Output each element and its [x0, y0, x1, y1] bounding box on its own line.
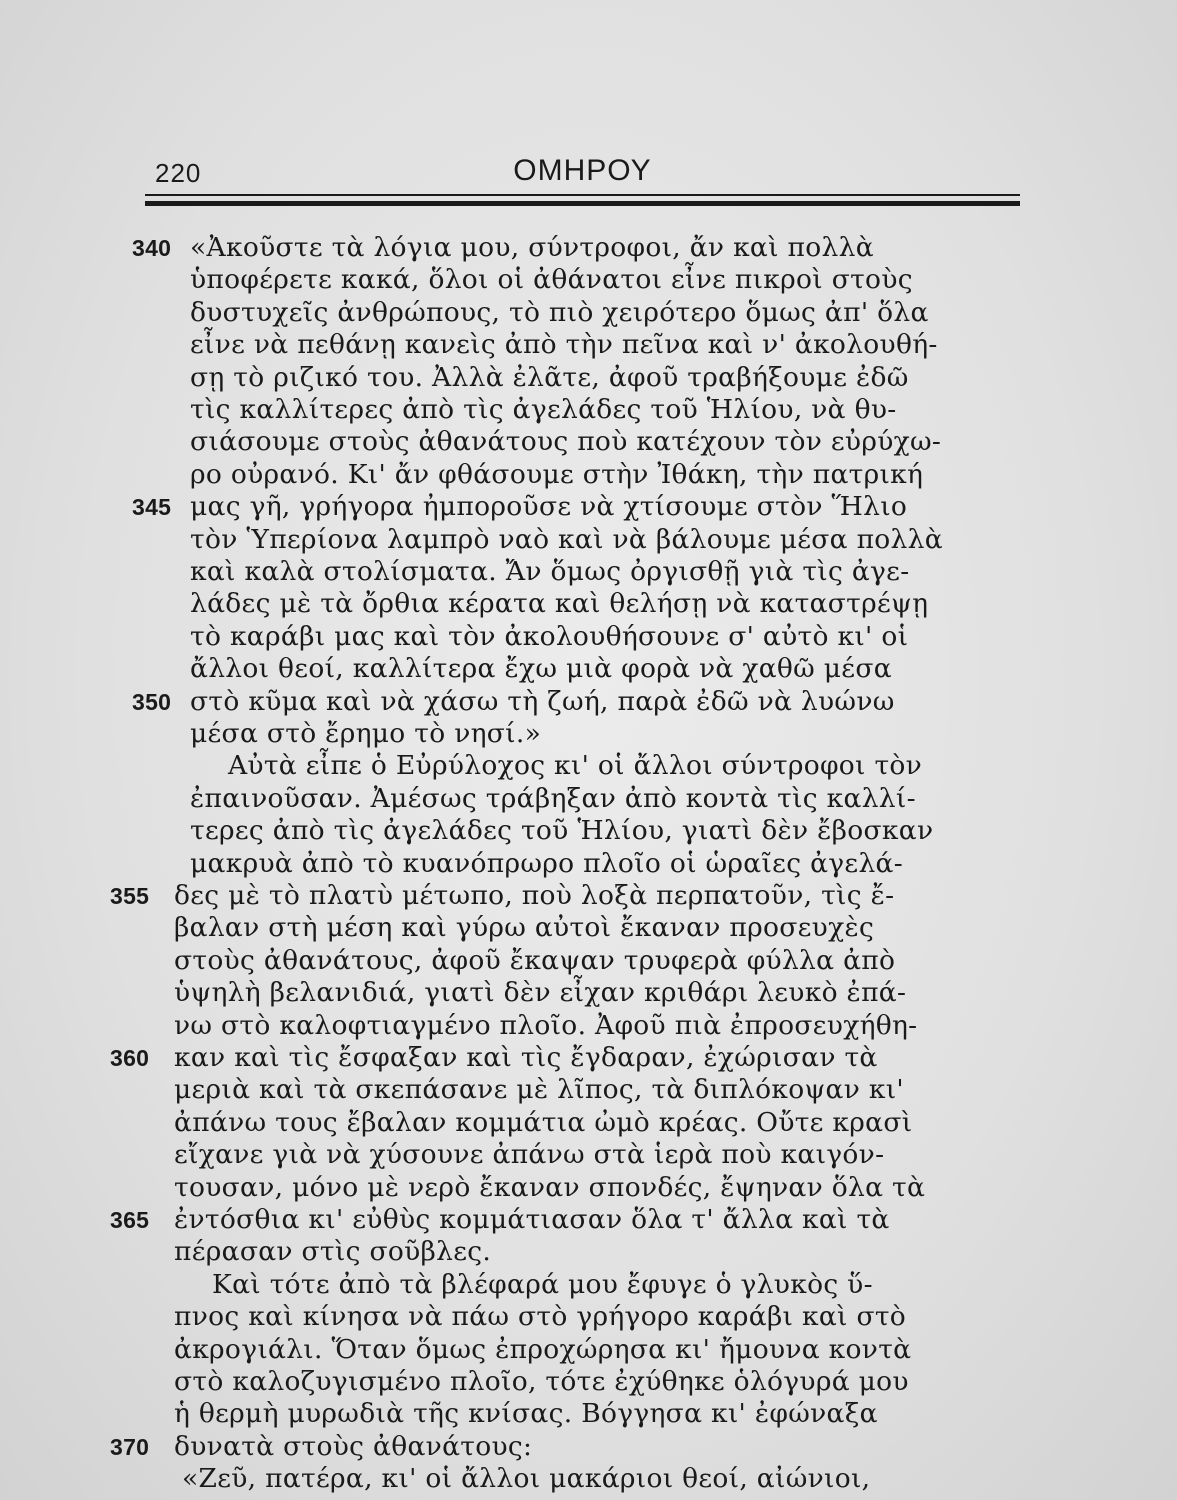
line-text: ὑψηλὴ βελανιδιά, γιατὶ δὲν εἶχαν κριθάρι λευκὸ ἐπά- [174, 977, 907, 1009]
line-text: μεριὰ καὶ τὰ σκεπάσανε μὲ λῖπος, τὰ διπλόκοψαν κι' [174, 1074, 904, 1106]
line-text: ἐντόσθια κι' εὐθὺς κομμάτιασαν ὅλα τ' ἄλλα καὶ τὰ [174, 1204, 890, 1235]
line-text: τὶς καλλίτερες ἀπὸ τὶς ἀγελάδες τοῦ Ἡλίου, νὰ θυ- [190, 394, 897, 425]
line-text: νω στὸ καλοφτιαγμένο πλοῖο. Ἀφοῦ πιὰ ἐπροσευχήθη- [174, 1009, 918, 1041]
running-title: ΟΜΗΡΟΥ [513, 154, 652, 187]
line-text: σιάσουμε στοὺς ἀθανάτους ποὺ κατέχουν τὸν εὐρύχω- [190, 426, 942, 458]
line-text: πέρασαν στὶς σοῦβλες. [174, 1236, 492, 1268]
line-text: τὸ καράβι μας καὶ τὸν ἀκολουθήσουνε σ' αὐτὸ κι' οἱ [190, 620, 909, 652]
line-number: 360 [110, 1045, 150, 1071]
line-number: 365 [110, 1207, 150, 1233]
line-text: πνος καὶ κίνησα νὰ πάω στὸ γρήγορο καράβι καὶ στὸ [174, 1301, 907, 1333]
line-text: σῃ τὸ ριζικό του. Ἀλλὰ ἐλᾶτε, ἀφοῦ τραβήξουμε ἐδῶ [190, 361, 909, 393]
line-text: καν καὶ τὶς ἔσφαξαν καὶ τὶς ἔγδαραν, ἐχώρισαν τὰ [174, 1042, 878, 1073]
page-number: 220 [155, 158, 202, 188]
header-rule-thick [145, 201, 1020, 206]
line-text: «Ἀκοῦστε τὰ λόγια μου, σύντροφοι, ἄν καὶ πολλὰ [190, 232, 874, 263]
line-text: καὶ καλὰ στολίσματα. Ἄν ὅμως ὀργισθῇ γιὰ τὶς ἀγε- [190, 556, 910, 587]
line-text: τὸν Ὑπερίονα λαμπρὸ ναὸ καὶ νὰ βάλουμε μέσα πολλὰ [190, 523, 943, 555]
line-number: 345 [132, 494, 172, 521]
line-text: δες μὲ τὸ πλατὺ μέτωπο, ποὺ λοξὰ περπατοῦν, τὶς ἔ- [174, 880, 895, 911]
line-text: τουσαν, μόνο μὲ νερὸ ἔκαναν σπονδές, ἔψηναν ὅλα τὰ [174, 1171, 926, 1203]
line-text: τερες ἀπὸ τὶς ἀγελάδες τοῦ Ἡλίου, γιατὶ δὲν ἔβοσκαν [190, 815, 934, 847]
line-number: 350 [132, 688, 172, 715]
line-text: δυστυχεῖς ἀνθρώπους, τὸ πιὸ χειρότερο ὅμως ἀπ' ὅλα [190, 296, 929, 328]
line-text: εἴχανε γιὰ νὰ χύσουνε ἀπάνω στὰ ἱερὰ ποὺ καιγόν- [174, 1139, 885, 1171]
line-text: εἶνε νὰ πεθάνῃ κανεὶς ἀπὸ τὴν πεῖνα καὶ ν' ἀκολουθή- [190, 329, 938, 361]
line-number: 355 [110, 883, 150, 909]
line-number: 370 [110, 1433, 150, 1460]
line-text: ἡ θερμὴ μυρωδιὰ τῆς κνίσας. Βόγγησα κι' ἐφώναξα [174, 1398, 878, 1430]
line-text: ρο οὐρανό. Κι' ἄν φθάσουμε στὴν Ἰθάκη, τὴν πατρική [190, 458, 924, 490]
line-text: στοὺς ἀθανάτους, ἀφοῦ ἔκαψαν τρυφερὰ φύλλα ἀπὸ [174, 944, 896, 976]
line-number: 340 [132, 235, 172, 261]
header-rule-thin [145, 194, 1020, 196]
line-text: στὸ κῦμα καὶ νὰ χάσω τὴ ζωή, παρὰ ἐδῶ νὰ λυώνω [190, 685, 895, 717]
line-text: βαλαν στὴ μέση καὶ γύρω αὐτοὶ ἔκαναν προσευχὲς [174, 912, 875, 944]
line-text: λάδες μὲ τὰ ὄρθια κέρατα καὶ θελήσῃ νὰ καταστρέψῃ [190, 588, 929, 620]
line-text: δυνατὰ στοὺς ἀθανάτους: [174, 1430, 533, 1462]
line-text: ἐπαινοῦσαν. Ἀμέσως τράβηξαν ἀπὸ κοντὰ τὶς καλλί- [190, 782, 916, 814]
line-text: ἀπάνω τους ἔβαλαν κομμάτια ὠμὸ κρέας. Οὔτε κρασὶ [174, 1106, 913, 1138]
line-text: μέσα στὸ ἔρημο τὸ νησί.» [190, 718, 542, 749]
line-text: Αὐτὰ εἶπε ὁ Εὐρύλοχος κι' οἱ ἄλλοι σύντροφοι τὸν [228, 750, 923, 782]
line-text: μακρυὰ ἀπὸ τὸ κυανόπρωρο πλοῖο οἱ ὡραῖες ἀγελά- [190, 847, 903, 879]
line-text: ὑποφέρετε κακά, ὅλοι οἱ ἀθάνατοι εἶνε πικροὶ στοὺς [190, 264, 913, 296]
line-text: ἄλλοι θεοί, καλλίτερα ἔχω μιὰ φορὰ νὰ χαθῶ μέσα [190, 653, 892, 685]
line-text: ἀκρογιάλι. Ὅταν ὅμως ἐπροχώρησα κι' ἤμουνα κοντὰ [174, 1333, 912, 1365]
line-text: Καὶ τότε ἀπὸ τὰ βλέφαρά μου ἔφυγε ὁ γλυκὸς ὕ- [212, 1268, 873, 1300]
line-text: μας γῆ, γρήγορα ἠμποροῦσε νὰ χτίσουμε στὸν Ἥλιο [190, 491, 908, 523]
line-text: «Ζεῦ, πατέρα, κι' οἱ ἄλλοι μακάριοι θεοί, αἰώνιοι, [182, 1463, 871, 1495]
line-text: στὸ καλοζυγισμένο πλοῖο, τότε ἐχύθηκε ὁλόγυρά μου [174, 1366, 909, 1397]
page-header [145, 150, 1020, 200]
